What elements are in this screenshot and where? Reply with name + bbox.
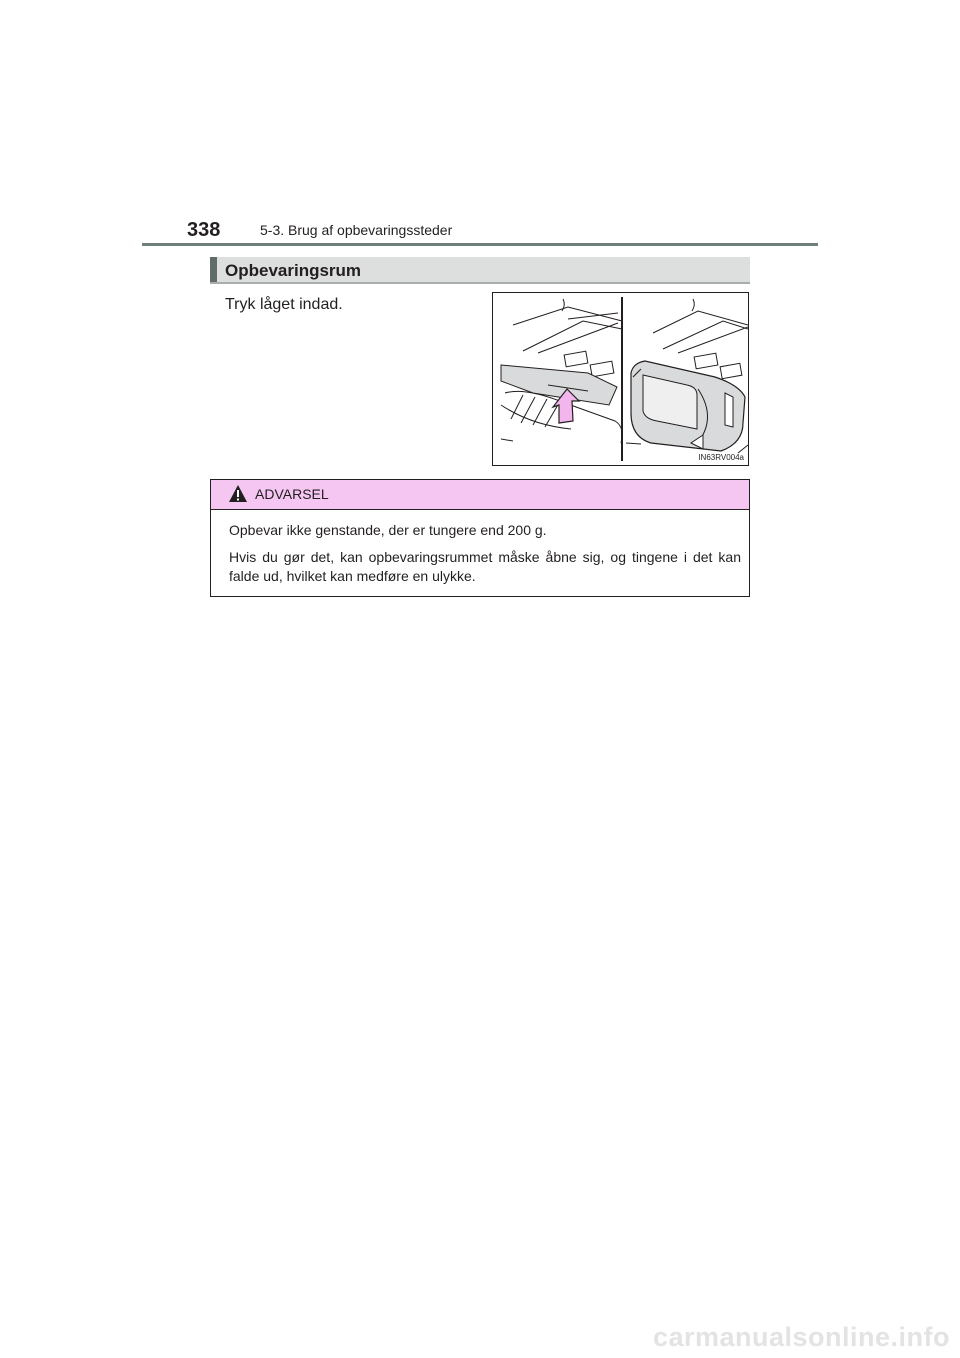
warning-box [210, 479, 750, 597]
heading-label: Opbevaringsrum [225, 261, 362, 280]
warning-paragraph: Opbevar ikke genstande, der er tungere end 200 g. [229, 522, 547, 538]
warning-header [211, 480, 749, 510]
header-rule [142, 243, 818, 246]
instruction-text: Tryk låget indad. [225, 296, 343, 313]
warning-title: ADVARSEL [255, 486, 329, 502]
warning-paragraph: Hvis du gør det, kan opbevaringsrummet måske åbne sig, og tingene i det kan falde ud, hvilket kan medføre en ulykke. [229, 549, 741, 584]
warning-triangle-icon [228, 484, 248, 503]
page-number: 338 [187, 219, 221, 241]
section-title: 5-3. Brug af opbevaringssteder [260, 222, 453, 238]
footer [0, 1318, 960, 1358]
illustration [492, 292, 749, 466]
heading-accent [210, 257, 217, 282]
illustration-drawing [493, 293, 749, 466]
warning-text [229, 521, 741, 594]
watermark: carmanualsonline.info [652, 1322, 950, 1352]
section-heading [210, 257, 750, 284]
figure-code: IN63RV004a [698, 453, 744, 462]
